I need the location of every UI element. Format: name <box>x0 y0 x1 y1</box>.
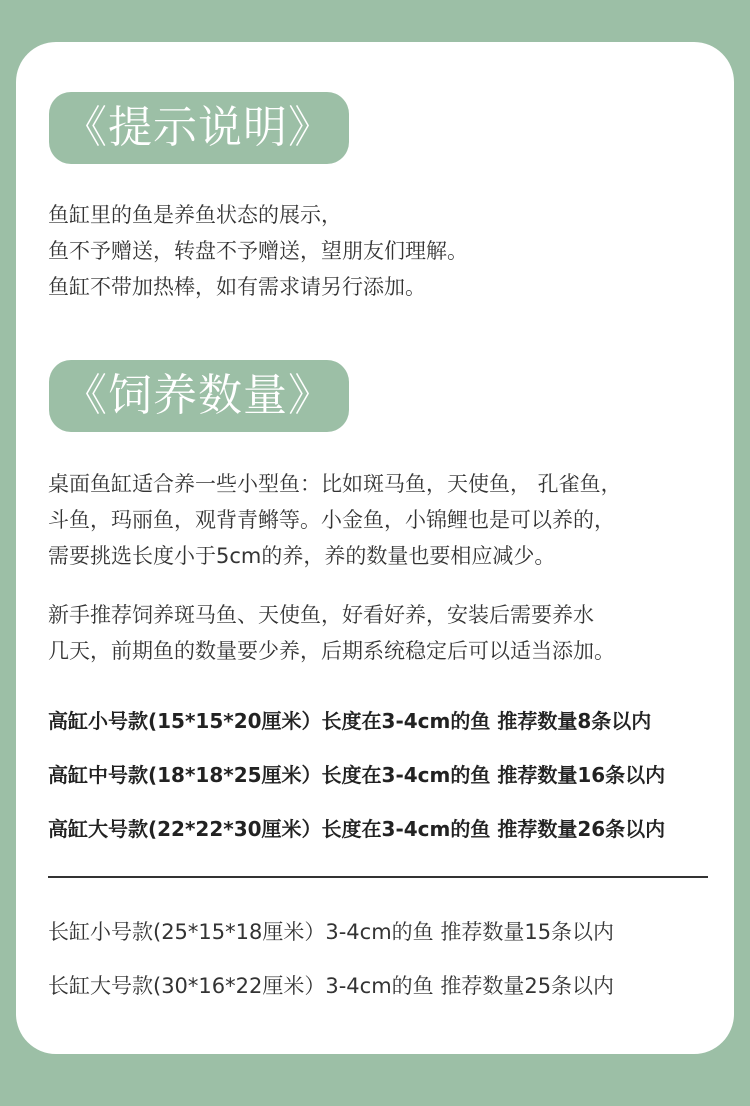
long-tank-item: 长缸大号款(30*16*22厘米）3-4cm的鱼 推荐数量25条以内 <box>48 974 615 998</box>
beginner-tips <box>48 597 718 669</box>
feeding-intro-line: 桌面鱼缸适合养一些小型鱼：比如斑马鱼，天使鱼， 孔雀鱼， <box>48 472 622 496</box>
tall-tank-item: 高缸中号款(18*18*25厘米）长度在3-4cm的鱼 推荐数量16条以内 <box>48 763 666 787</box>
notice-line: 鱼不予赠送，转盘不予赠送，望朋友们理解。 <box>48 239 468 263</box>
beginner-tip-line: 几天，前期鱼的数量要少养，后期系统稳定后可以适当添加。 <box>48 639 615 663</box>
feeding-intro <box>48 466 718 574</box>
feeding-intro-line: 需要挑选长度小于5cm的养，养的数量也要相应减少。 <box>48 544 556 568</box>
tall-tank-item: 高缸小号款(15*15*20厘米）长度在3-4cm的鱼 推荐数量8条以内 <box>48 709 652 733</box>
beginner-tip-line: 新手推荐饲养斑马鱼、天使鱼，好看好养，安装后需要养水 <box>48 603 594 627</box>
divider <box>48 876 708 878</box>
feeding-heading: 《饲养数量》 <box>49 360 349 432</box>
notice-line: 鱼缸里的鱼是养鱼状态的展示， <box>48 203 342 227</box>
long-tank-list <box>48 914 718 1022</box>
notice-heading: 《提示说明》 <box>49 92 349 164</box>
content-card <box>16 42 734 1054</box>
tall-tank-item: 高缸大号款(22*22*30厘米）长度在3-4cm的鱼 推荐数量26条以内 <box>48 817 666 841</box>
notice-line: 鱼缸不带加热棒，如有需求请另行添加。 <box>48 275 426 299</box>
long-tank-item: 长缸小号款(25*15*18厘米）3-4cm的鱼 推荐数量15条以内 <box>48 920 615 944</box>
feeding-intro-line: 斗鱼，玛丽鱼，观背青鳉等。小金鱼，小锦鲤也是可以养的， <box>48 508 615 532</box>
notice-text <box>48 197 718 305</box>
tall-tank-list <box>48 705 718 867</box>
